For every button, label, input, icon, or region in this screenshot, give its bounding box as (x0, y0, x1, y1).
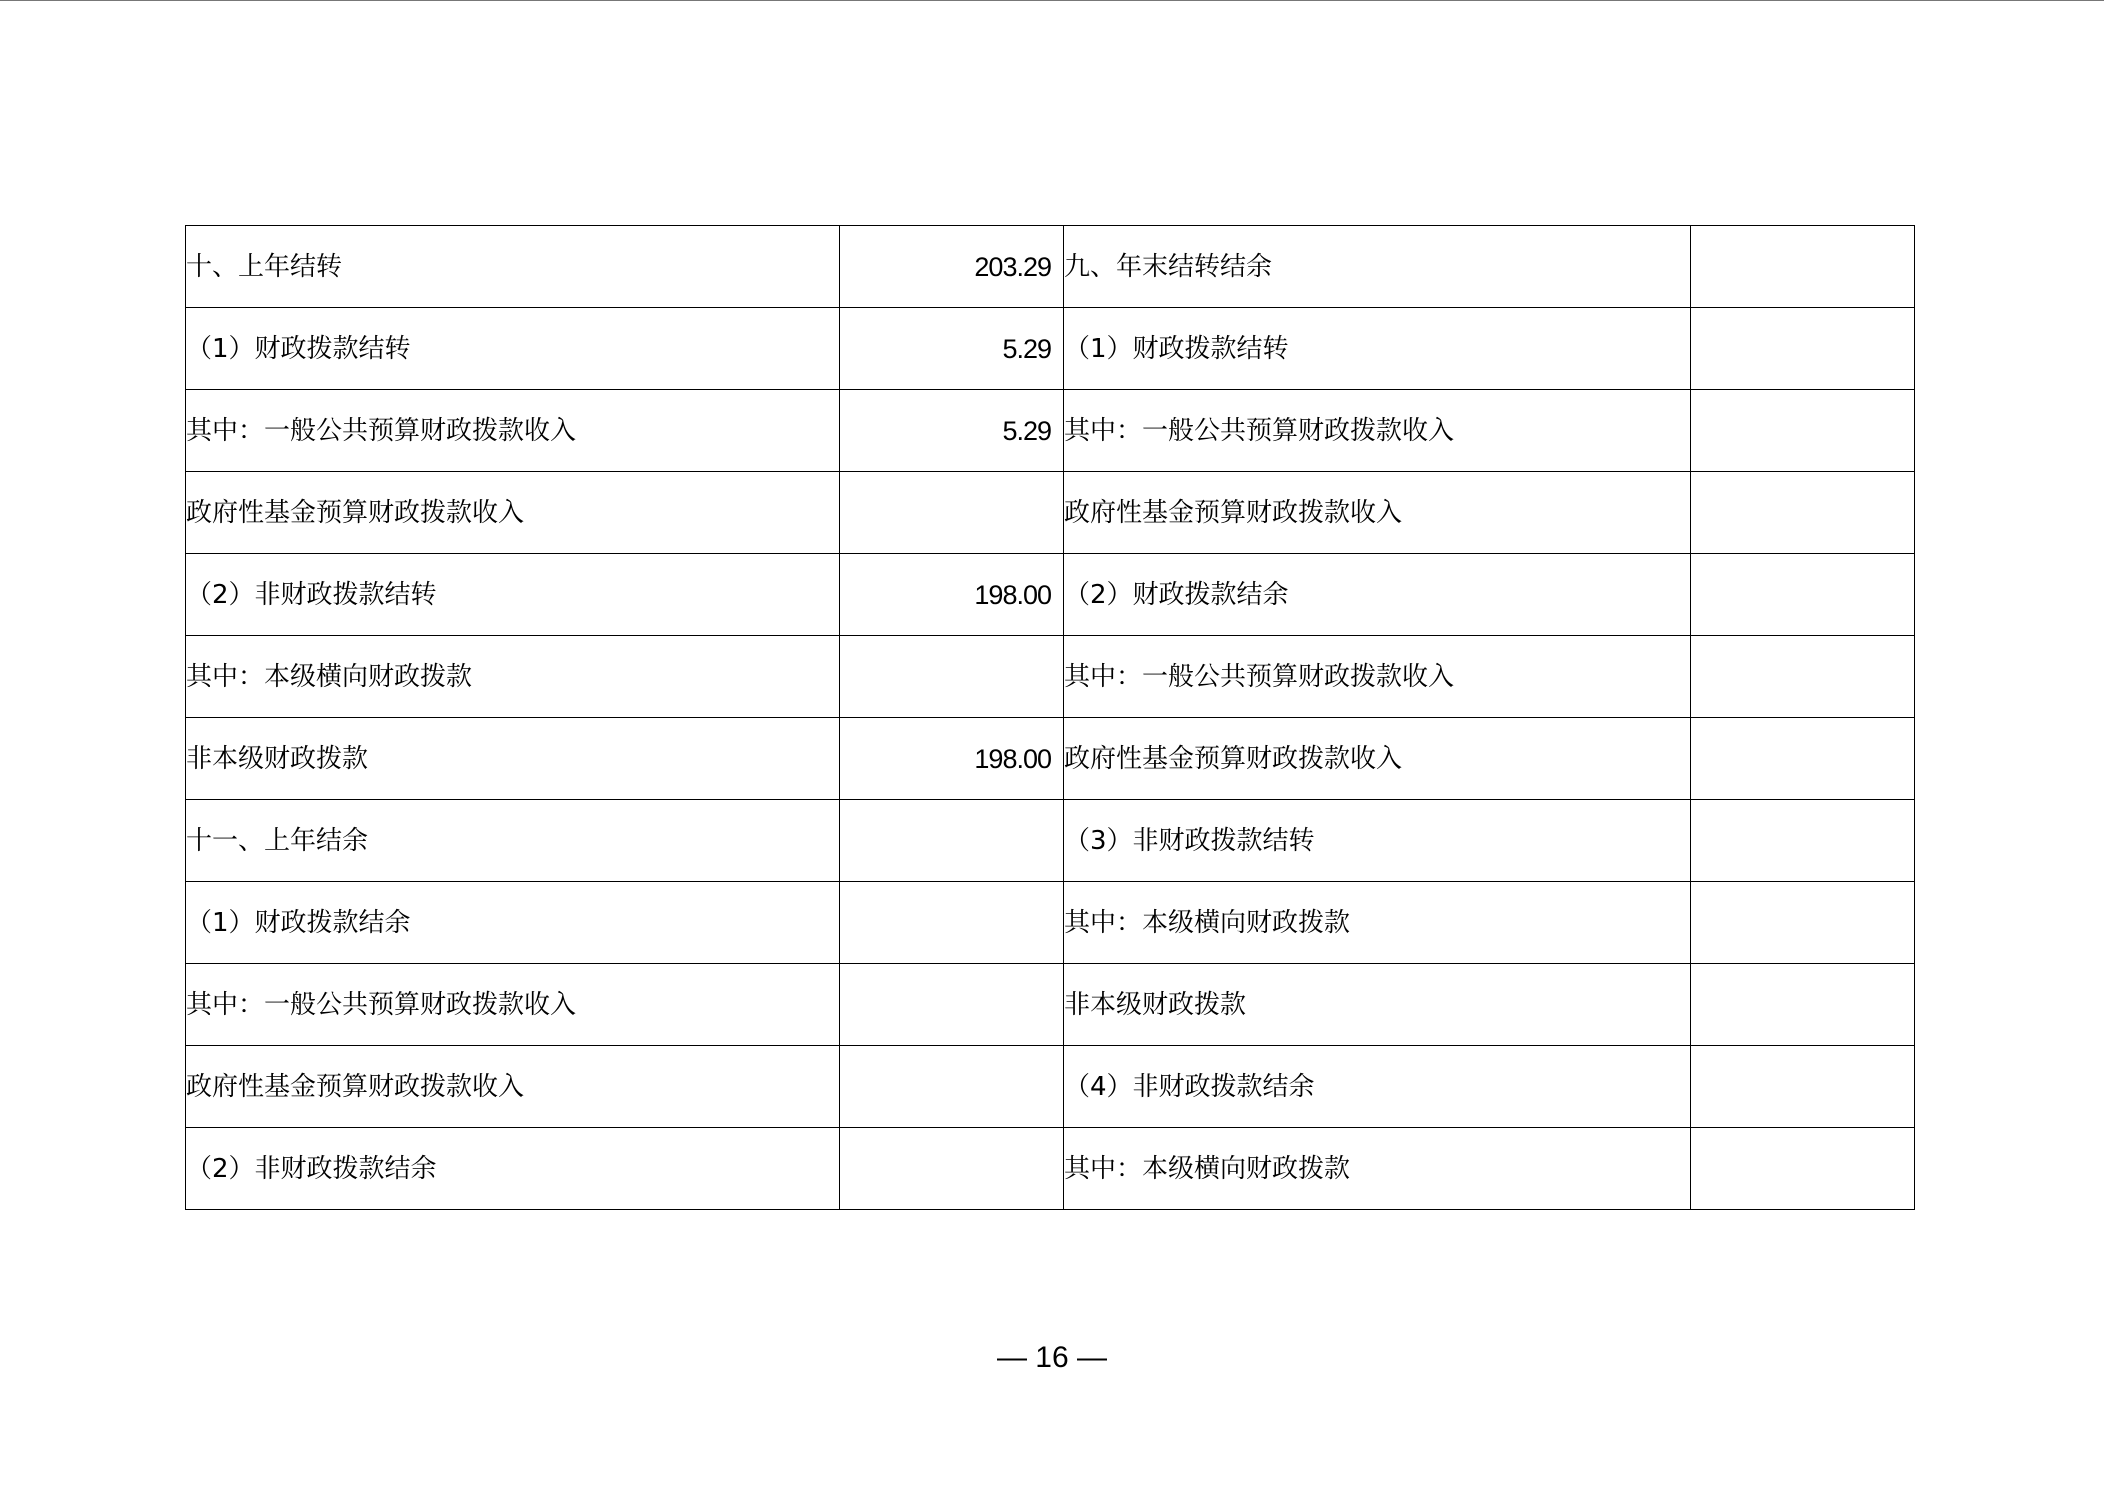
left-item-amount: 198.00 (840, 554, 1064, 636)
left-item-amount (840, 964, 1064, 1046)
budget-table (185, 225, 1915, 1210)
right-item-amount (1691, 800, 1915, 882)
right-item-amount (1691, 964, 1915, 1046)
left-item-label: 其中：本级横向财政拨款 (186, 636, 840, 718)
right-item-label: （3）非财政拨款结转 (1064, 800, 1691, 882)
left-item-label: （2）非财政拨款结余 (186, 1128, 840, 1210)
left-item-amount (840, 882, 1064, 964)
table-row (186, 636, 1915, 718)
page-top-border (0, 0, 2104, 1)
right-item-amount (1691, 472, 1915, 554)
table-row (186, 882, 1915, 964)
table-row (186, 308, 1915, 390)
right-item-amount (1691, 882, 1915, 964)
left-item-label: 其中：一般公共预算财政拨款收入 (186, 964, 840, 1046)
left-item-amount (840, 636, 1064, 718)
right-item-amount (1691, 390, 1915, 472)
left-item-label: 其中：一般公共预算财政拨款收入 (186, 390, 840, 472)
left-item-amount: 203.29 (840, 226, 1064, 308)
right-item-label: 其中：本级横向财政拨款 (1064, 882, 1691, 964)
left-item-label: 十一、上年结余 (186, 800, 840, 882)
left-item-amount: 5.29 (840, 390, 1064, 472)
right-item-label: （2）财政拨款结余 (1064, 554, 1691, 636)
table-row (186, 800, 1915, 882)
right-item-amount (1691, 1128, 1915, 1210)
right-item-label: 其中：本级横向财政拨款 (1064, 1128, 1691, 1210)
right-item-label: 政府性基金预算财政拨款收入 (1064, 718, 1691, 800)
table-row (186, 390, 1915, 472)
right-item-label: 九、年末结转结余 (1064, 226, 1691, 308)
table-row (186, 964, 1915, 1046)
right-item-label: 其中：一般公共预算财政拨款收入 (1064, 636, 1691, 718)
table-row (186, 226, 1915, 308)
right-item-amount (1691, 226, 1915, 308)
right-item-label: 其中：一般公共预算财政拨款收入 (1064, 390, 1691, 472)
table-row (186, 718, 1915, 800)
table-row (186, 1046, 1915, 1128)
table-row (186, 472, 1915, 554)
page-number: — 16 — (996, 1341, 1108, 1374)
right-item-label: （1）财政拨款结转 (1064, 308, 1691, 390)
right-item-amount (1691, 308, 1915, 390)
left-item-label: 十、上年结转 (186, 226, 840, 308)
left-item-label: （1）财政拨款结余 (186, 882, 840, 964)
right-item-label: 非本级财政拨款 (1064, 964, 1691, 1046)
right-item-label: （4）非财政拨款结余 (1064, 1046, 1691, 1128)
right-item-label: 政府性基金预算财政拨款收入 (1064, 472, 1691, 554)
left-item-amount (840, 800, 1064, 882)
left-item-label: 政府性基金预算财政拨款收入 (186, 1046, 840, 1128)
left-item-amount: 5.29 (840, 308, 1064, 390)
left-item-amount (840, 1046, 1064, 1128)
right-item-amount (1691, 718, 1915, 800)
left-item-amount (840, 472, 1064, 554)
right-item-amount (1691, 1046, 1915, 1128)
left-item-label: （2）非财政拨款结转 (186, 554, 840, 636)
table-row (186, 1128, 1915, 1210)
right-item-amount (1691, 554, 1915, 636)
left-item-amount (840, 1128, 1064, 1210)
left-item-label: 非本级财政拨款 (186, 718, 840, 800)
right-item-amount (1691, 636, 1915, 718)
table-row (186, 554, 1915, 636)
left-item-label: （1）财政拨款结转 (186, 308, 840, 390)
left-item-label: 政府性基金预算财政拨款收入 (186, 472, 840, 554)
left-item-amount: 198.00 (840, 718, 1064, 800)
